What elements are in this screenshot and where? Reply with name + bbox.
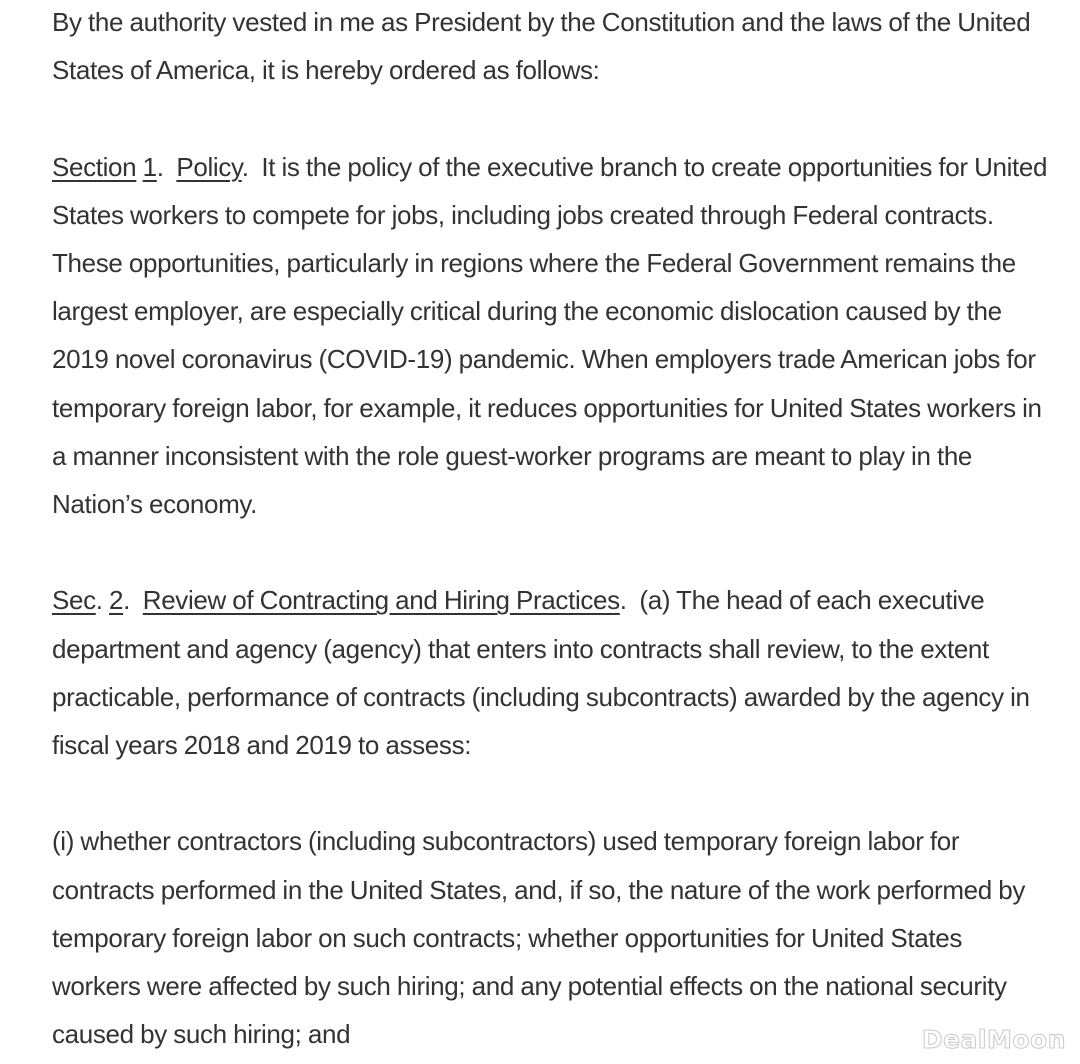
preamble-paragraph <box>52 0 1052 94</box>
dealmoon-watermark: DealMoon <box>921 1025 1066 1054</box>
section-2-label: Sec <box>52 585 96 616</box>
section-1-number: 1 <box>142 151 157 182</box>
section-1-paragraph: Section 1. Policy. It is the policy of the executive branch to create opportunities for United States workers to compete for jobs, including jobs created through Federal contracts. These opportunities, particularly in regions where the Federal Government remains the largest employer, are especially critical during the economic dislocation caused by the 2019 novel coronavirus (COVID-19) pandemic. When employers trade American jobs for temporary foreign labor, for example, it reduces opportunities for United States workers in a manner inconsistent with the role guest-worker programs are meant to play in the Nation’s economy. <box>52 151 1048 520</box>
section-2-paragraph: Sec. 2. Review of Contracting and Hiring Practices. (a) The head of each executive department and agency (agency) that enters into contracts shall review, to the extent practicable, performance of contracts (including subcontracts) awarded by the agency in fiscal years 2018 and 2019 to assess: <box>52 585 1030 761</box>
clause-i-paragraph <box>52 817 1052 1058</box>
section-1-body: It is the policy of the executive branch to create opportunities for United States workers to compete for jobs, including jobs created through Federal contracts. These opportunities, particularly in regions where the Federal Government remains the largest employer, are especially critical during the economic dislocation caused by the 2019 novel coronavirus (COVID-19) pandemic. When employers trade American jobs for temporary foreign labor, for example, it reduces opportunities for United States workers in a manner inconsistent with the role guest-worker programs are meant to play in the Nation’s economy. <box>52 151 1048 520</box>
section-1-label: Section <box>52 151 137 182</box>
section-2-number: 2 <box>109 585 124 616</box>
section-2-title: Review of Contracting and Hiring Practices <box>142 585 620 616</box>
section-2-body: (a) The head of each executive department and agency (agency) that enters into contracts shall review, to the extent practicable, performance of contracts (including subcontracts) awarded by the agency in fiscal years 2018 and 2019 to assess: <box>52 585 1030 761</box>
preamble-text: By the authority vested in me as President by the Constitution and the laws of the United States of America, it is hereby ordered as follows: <box>52 7 1031 86</box>
section-1-title: Policy <box>176 151 242 182</box>
document-body <box>52 0 1052 1058</box>
clause-i-text: (i) whether contractors (including subcontractors) used temporary foreign labor for contracts performed in the United States, and, if so, the nature of the work performed by temporary foreign labor on such contracts; whether opportunities for United States workers were affected by such hiring; and any potential effects on the national security caused by such hiring; and <box>52 826 1025 1050</box>
